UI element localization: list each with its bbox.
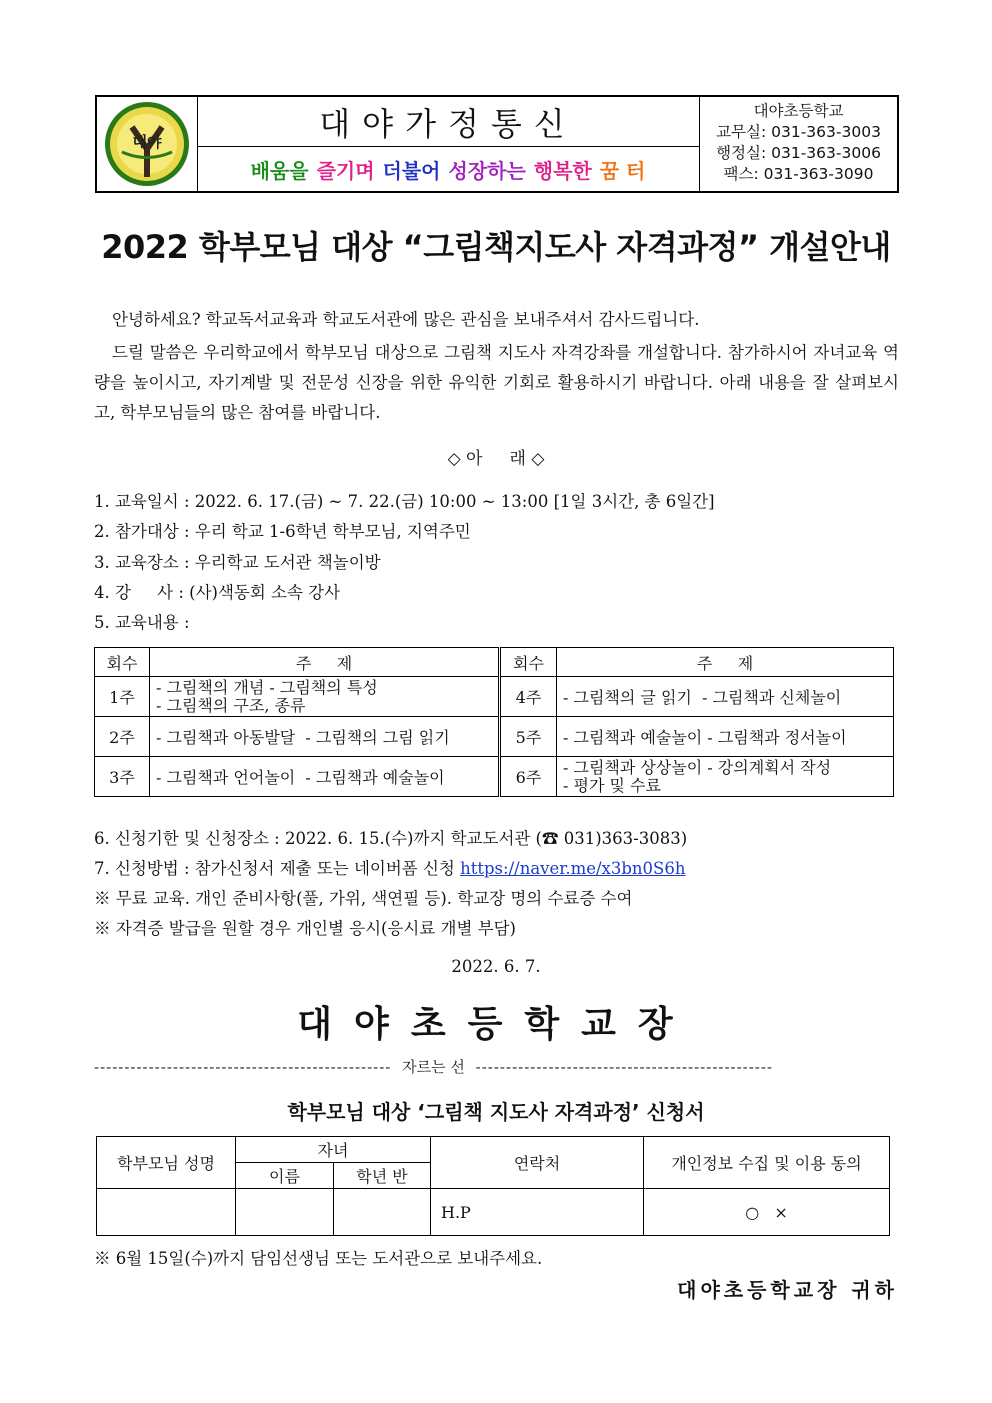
cut-line: ------------------------------------------------- 자르는 선 ------------------------------------------------- — [94, 1058, 774, 1076]
header-topic-2: 주 제 — [557, 648, 894, 677]
issue-date: 2022. 6. 7. — [451, 957, 541, 976]
item-schedule: 1. 교육일시 : 2022. 6. 17.(금) ~ 7. 22.(금) 10:00 ~ 13:00 [1일 3시간, 총 6일간] — [94, 492, 715, 511]
office-phone: 교무실: 031-363-3003 — [716, 123, 881, 141]
application-title: 학부모님 대상 ‘그림책 지도사 자격과정’ 신청서 — [287, 1100, 705, 1124]
item-place: 3. 교육장소 : 우리학교 도서관 책놀이방 — [94, 553, 381, 572]
contact-header: 연락처 — [431, 1137, 644, 1189]
topic-cell: - 그림책의 개념 - 그림책의 특성 - 그림책의 구조, 종류 — [150, 677, 500, 717]
note-certificate: ※ 자격증 발급을 원할 경우 개인별 응시(응시료 개별 부담) — [94, 919, 516, 938]
week-cell: 4주 — [500, 677, 557, 717]
course-table — [94, 647, 894, 797]
naver-form-link[interactable]: https://naver.me/x3bn0S6h — [460, 859, 686, 878]
week-cell: 2주 — [95, 717, 150, 757]
table-header-row — [95, 648, 894, 677]
week-cell: 3주 — [95, 757, 150, 797]
slogan-word: 꿈 터 — [599, 158, 646, 183]
child-name-field[interactable] — [236, 1189, 334, 1236]
parent-name-field[interactable] — [97, 1189, 236, 1236]
topic-cell: - 그림책과 아동발달 - 그림책의 그림 읽기 — [150, 717, 500, 757]
header-week-2: 회수 — [500, 648, 557, 677]
slogan — [197, 147, 699, 191]
topic-cell: - 그림책과 언어놀이 - 그림책과 예술놀이 — [150, 757, 500, 797]
intro-paragraph-2: 드릴 말씀은 우리학교에서 학부모님 대상으로 그림책 지도사 자격강좌를 개설합니다. 참가하시어 자녀교육 역량을 높이시고, 자기계발 및 전문성 신장을 위한 유익한 기회로 활용하시기 바랍니다. 아래 내용을 잘 살펴보시고, 학부모님들의 많은 참여를 바랍니다. — [94, 343, 899, 422]
logo-text: 대야 — [132, 133, 162, 151]
parent-name-header: 학부모님 성명 — [97, 1137, 236, 1189]
slogan-word: 더불어 — [382, 158, 441, 183]
item-content: 5. 교육내용 : — [94, 613, 190, 632]
child-header: 자녀 — [236, 1137, 431, 1163]
table-row — [95, 717, 894, 757]
slogan-word: 성장하는 — [448, 158, 526, 183]
week-cell: 1주 — [95, 677, 150, 717]
below-heading: ◇ 아 래 ◇ — [447, 449, 545, 469]
newsletter-header — [95, 95, 899, 193]
header-week-1: 회수 — [95, 648, 150, 677]
admin-phone: 행정실: 031-363-3006 — [716, 144, 881, 162]
school-name: 대야초등학교 — [753, 102, 844, 120]
intro-paragraph-1: 안녕하세요? 학교독서교육과 학교도서관에 많은 관심을 보내주셔서 감사드립니다. — [112, 310, 700, 329]
submission-note: ※ 6월 15일(수)까지 담임선생님 또는 도서관으로 보내주세요. — [94, 1249, 543, 1268]
addressee: 대야초등학교장 귀하 — [677, 1278, 898, 1302]
method-text: 7. 신청방법 : 참가신청서 제출 또는 네이버폼 신청 — [94, 859, 461, 878]
contact-info — [700, 97, 897, 191]
slogan-word: 배움을 — [250, 158, 309, 183]
slogan-word: 즐기며 — [316, 158, 375, 183]
week-cell: 5주 — [500, 717, 557, 757]
topic-cell: - 그림책과 예술놀이 - 그림책과 정서놀이 — [557, 717, 894, 757]
note-free: ※ 무료 교육. 개인 준비사항(풀, 가위, 색연필 등). 학교장 명의 수료증 수여 — [94, 889, 633, 908]
item-target: 2. 참가대상 : 우리 학교 1-6학년 학부모님, 지역주민 — [94, 522, 471, 541]
consent-options[interactable]: ○ × — [644, 1189, 890, 1236]
cut-label: 자르는 선 — [402, 1058, 465, 1076]
principal-signature: 대야초등학교장 — [297, 1004, 695, 1045]
child-name-header: 이름 — [236, 1163, 334, 1189]
title-cell — [197, 97, 700, 191]
child-grade-field[interactable] — [334, 1189, 431, 1236]
application-form — [96, 1136, 890, 1236]
child-grade-header: 학년 반 — [334, 1163, 431, 1189]
header-topic-1: 주 제 — [150, 648, 500, 677]
consent-header: 개인정보 수집 및 이용 동의 — [644, 1137, 890, 1189]
topic-cell: - 그림책과 상상놀이 - 강의계획서 작성 - 평가 및 수료 — [557, 757, 894, 797]
fax-number: 팩스: 031-363-3090 — [723, 165, 874, 183]
page-title: 2022 학부모님 대상 “그림책지도사 자격과정” 개설안내 — [101, 228, 891, 266]
item-method — [94, 855, 685, 879]
table-row — [95, 757, 894, 797]
contact-field[interactable]: H.P — [431, 1189, 644, 1236]
school-logo — [97, 97, 197, 191]
item-deadline: 6. 신청기한 및 신청장소 : 2022. 6. 15.(수)까지 학교도서관 (☎ 031)363-3083) — [94, 829, 688, 848]
newsletter-title: 대야가정통신 — [197, 97, 699, 147]
week-cell: 6주 — [500, 757, 557, 797]
table-row — [95, 677, 894, 717]
topic-cell: - 그림책의 글 읽기 - 그림책과 신체놀이 — [557, 677, 894, 717]
item-instructor: 4. 강 사 : (사)색동회 소속 강사 — [94, 583, 341, 602]
slogan-word: 행복한 — [533, 158, 592, 183]
logo-cell — [97, 97, 198, 191]
